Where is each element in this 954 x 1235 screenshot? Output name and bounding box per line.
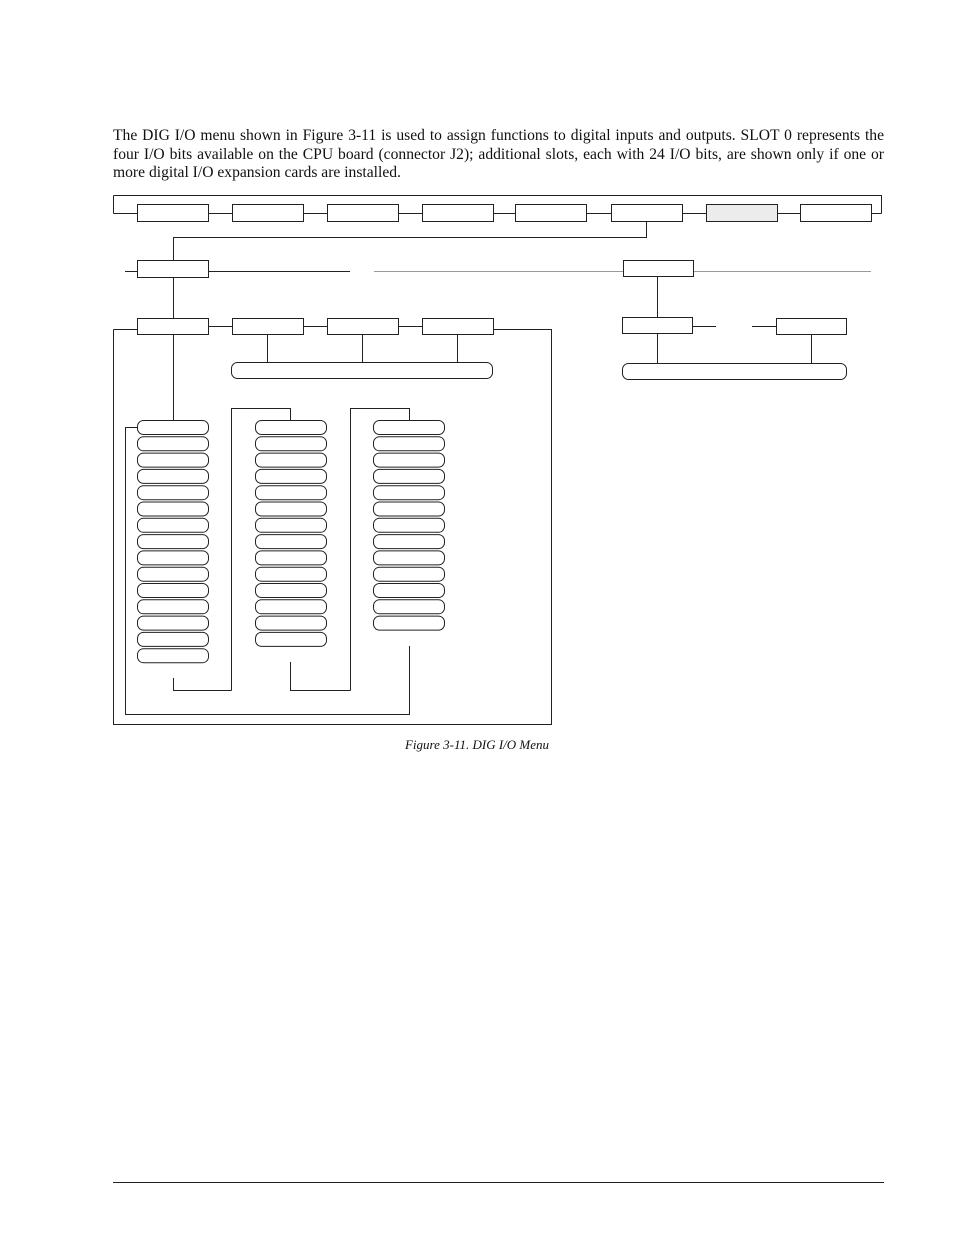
- setting-option-1-7: [138, 518, 209, 532]
- setting-option-1-1: [138, 421, 209, 435]
- top-menu-box-6: [612, 205, 683, 222]
- setting-option-3-2: [374, 437, 445, 451]
- bit-option-drops: [268, 335, 458, 363]
- intro-paragraph: The DIG I/O menu shown in Figure 3-11 is used to assign functions to digital inputs and outputs. SLOT 0 represents the four I/O bits available on the CPU board (connector J2); additional slots, each with 24 I/O bits, are shown only if one or more digital I/O expansion cards are installed.: [113, 127, 884, 181]
- column-return-2: [291, 662, 351, 691]
- setting-option-3-10: [374, 567, 445, 581]
- setting-option-2-10: [256, 567, 327, 581]
- setting-option-2-1: [256, 421, 327, 435]
- slot-n-bit-box: [623, 318, 693, 334]
- top-menu-box-5: [516, 205, 587, 222]
- top-menu-box-1: [138, 205, 209, 222]
- setting-option-3-5: [374, 486, 445, 500]
- setting-option-1-11: [138, 584, 209, 598]
- slot-n-option-drops: [658, 334, 812, 364]
- setting-option-1-13: [138, 616, 209, 630]
- top-menu-box-3: [328, 205, 399, 222]
- setting-option-2-3: [256, 453, 327, 467]
- slot-0-box: [138, 261, 209, 278]
- setting-option-1-8: [138, 535, 209, 549]
- setting-option-3-12: [374, 600, 445, 614]
- setting-option-2-2: [256, 437, 327, 451]
- column-return-1: [174, 678, 232, 691]
- bit-box-4: [423, 319, 494, 335]
- top-menu-box-8: [801, 205, 872, 222]
- setting-option-3-4: [374, 469, 445, 483]
- footer-rule: [113, 1182, 884, 1183]
- setting-option-1-4: [138, 469, 209, 483]
- setting-option-3-7: [374, 518, 445, 532]
- figure-caption: Figure 3-11. DIG I/O Menu: [404, 737, 550, 752]
- setting-option-2-12: [256, 600, 327, 614]
- setting-option-2-8: [256, 535, 327, 549]
- setting-option-1-14: [138, 632, 209, 646]
- setting-option-2-6: [256, 502, 327, 516]
- bit-option-bar: [232, 363, 493, 379]
- bit-box-1: [138, 319, 209, 335]
- setting-option-3-9: [374, 551, 445, 565]
- setting-option-3-13: [374, 616, 445, 630]
- setting-option-2-7: [256, 518, 327, 532]
- setting-option-3-3: [374, 453, 445, 467]
- setting-option-3-1: [374, 421, 445, 435]
- setting-option-2-11: [256, 584, 327, 598]
- slot-n-option-bar: [623, 364, 847, 380]
- setting-option-2-14: [256, 632, 327, 646]
- setting-option-2-5: [256, 486, 327, 500]
- setting-option-1-5: [138, 486, 209, 500]
- setting-option-1-2: [138, 437, 209, 451]
- setting-option-1-12: [138, 600, 209, 614]
- setting-option-3-11: [374, 584, 445, 598]
- slot-n-bit-box-2: [777, 319, 847, 335]
- setting-option-2-13: [256, 616, 327, 630]
- setting-option-3-6: [374, 502, 445, 516]
- setting-option-1-9: [138, 551, 209, 565]
- setting-option-2-4: [256, 469, 327, 483]
- bit-box-2: [233, 319, 304, 335]
- top-menu-box-2: [233, 205, 304, 222]
- top-menu-box-7: [707, 205, 778, 222]
- setting-option-1-3: [138, 453, 209, 467]
- setting-option-1-6: [138, 502, 209, 516]
- setting-option-2-9: [256, 551, 327, 565]
- bit-box-3: [328, 319, 399, 335]
- slot-n-box: [624, 261, 694, 277]
- setting-option-1-10: [138, 567, 209, 581]
- setting-option-1-15: [138, 649, 209, 663]
- top-menu-box-4: [423, 205, 494, 222]
- dig-io-branch-line: [174, 222, 647, 261]
- setting-option-3-8: [374, 535, 445, 549]
